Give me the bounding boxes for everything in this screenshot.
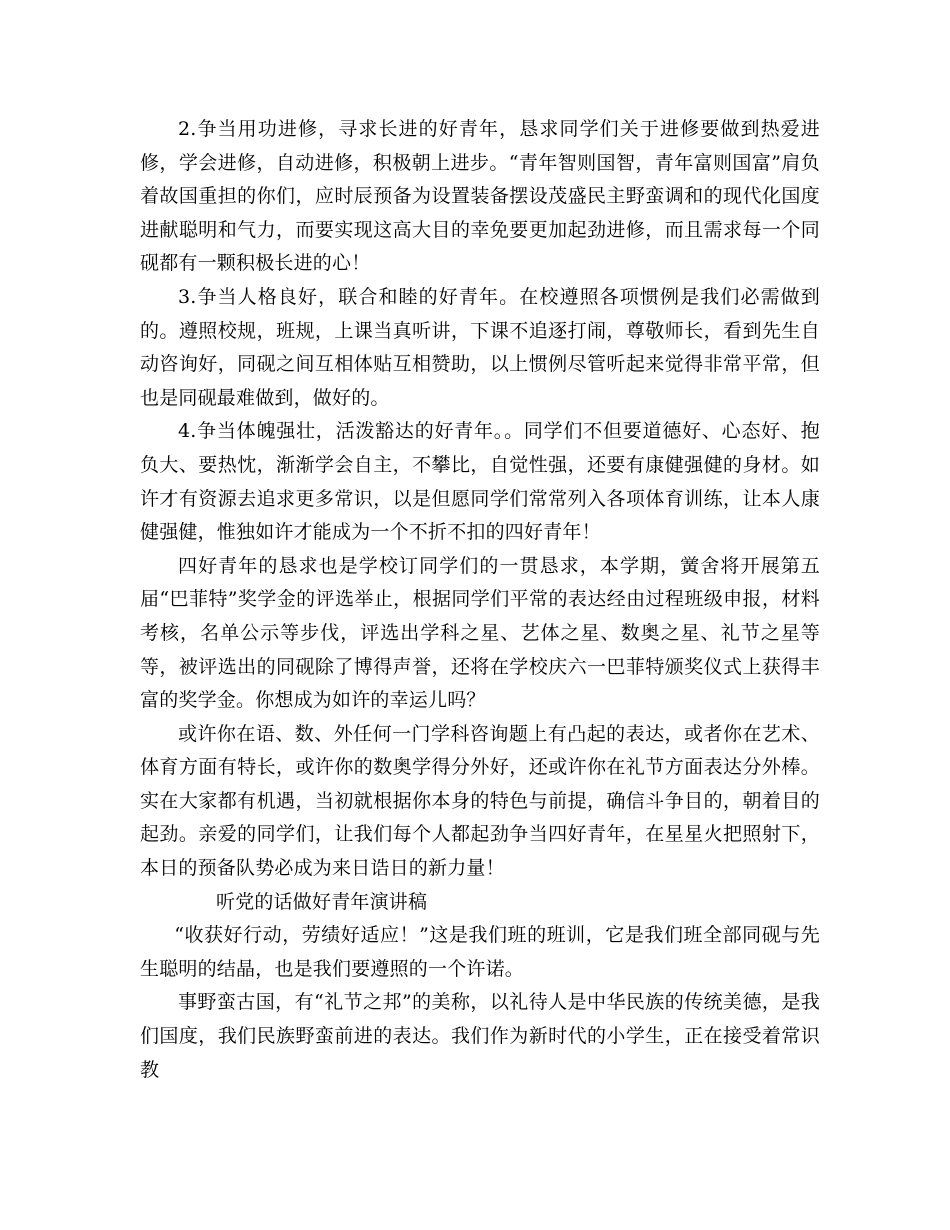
paragraph-etiquette: 事野蛮古国，有“礼节之邦”的美称，以礼待人是中华民族的传统美德，是我们国度，我们民族野蛮前进的表达。我们作为新时代的小学生，正在接受着常识教	[140, 991, 820, 1081]
paragraph-encouragement: 或许你在语、数、外任何一门学科咨询题上有凸起的表达，或者你在艺术、体育方面有特长，或许你的数奥学得分外好，还或许你在礼节方面表达分外棒。实在大家都有机遇，当初就根据你本身的特色与前提，确信斗争目的，朝着目的起劲。亲爱的同学们，让我们每个人都起劲争当四好青年，在星星火把照射下，本日的预备队势必成为来日诰日的新力量！	[140, 722, 820, 880]
paragraph-scholarship: 四好青年的恳求也是学校订同学们的一贯恳求，本学期，黉舍将开展第五届“巴菲特”奖学金的评选举止，根据同学们平常的表达经由过程班级申报，材料考核，名单公示等步伐，评选出学科之星、艺体之星、数奥之星、礼节之星等等，被评选出的同砚除了博得声誉，还将在学校庆六一巴菲特颁奖仪式上获得丰富的奖学金。你想成为如许的幸运儿吗？	[140, 554, 820, 712]
paragraph-3: 3.争当人格良好，联合和睦的好青年。在校遵照各项惯例是我们必需做到的。遵照校规，班规，上课当真听讲，下课不追逐打闹，尊敬师长，看到先生自动咨询好，同砚之间互相体贴互相赞助，以上惯例尽管听起来觉得非常平常，但也是同砚最难做到，做好的。	[140, 285, 820, 409]
document-page	[140, 113, 820, 1087]
paragraph-4: 4.争当体魄强壮，活泼豁达的好青年。。同学们不但要道德好、心态好、抱负大、要热忱，渐渐学会自主，不攀比，自觉性强，还要有康健强健的身材。如许才有资源去追求更多常识，以是但愿同学们常常列入各项体育训练，让本人康健强健，惟独如许才能成为一个不折不扣的四好青年！	[140, 420, 820, 544]
paragraph-class-motto: “收获好行动，劳绩好适应！”这是我们班的班训，它是我们班全部同砚与先生聪明的结晶，也是我们要遵照的一个许诺。	[140, 924, 820, 980]
paragraph-2: 2.争当用功进修，寻求长进的好青年，恳求同学们关于进修要做到热爱进修，学会进修，自动进修，积极朝上进步。“青年智则国智，青年富则国富”肩负着故国重担的你们，应时辰预备为设置装备摆设茂盛民主野蛮调和的现代化国度进献聪明和气力，而要实现这高大目的幸免要更加起劲进修，而且需求每一个同砚都有一颗积极长进的心！	[140, 118, 820, 275]
section-heading: 听党的话做好青年演讲稿	[216, 890, 428, 913]
